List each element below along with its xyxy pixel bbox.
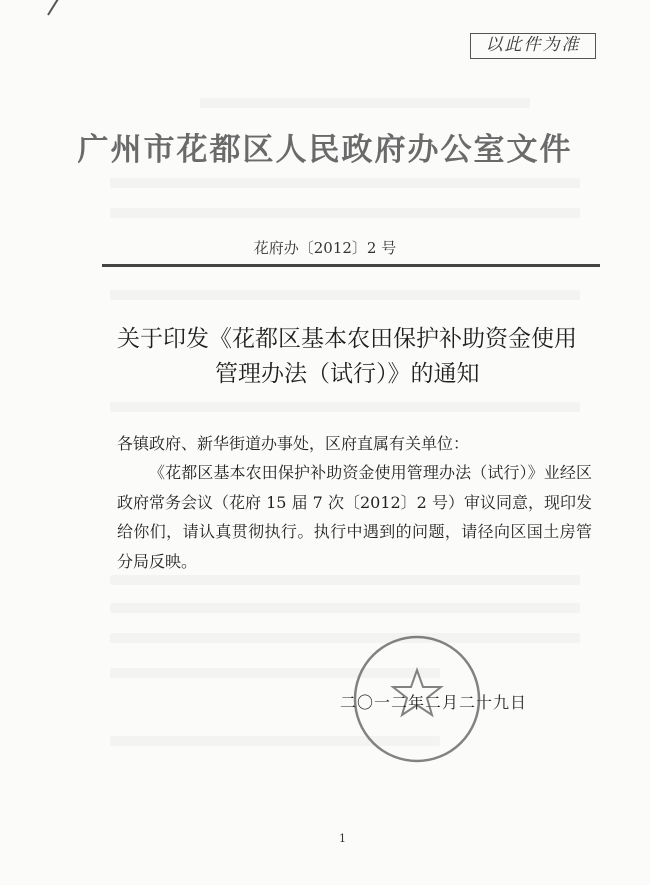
- subject-line-2: 管理办法（试行）》的通知: [215, 361, 480, 387]
- bleed-through: [110, 603, 580, 613]
- document-title: 广州市花都区人民政府办公室文件: [77, 132, 573, 168]
- bleed-through: [200, 98, 530, 108]
- subject-line-1: 关于印发《花都区基本农田保护补助资金使用: [117, 326, 577, 352]
- document-number: 花府办〔2012〕2 号: [253, 239, 397, 257]
- salutation: 各镇政府、新华街道办事处，区府直属有关单位：: [117, 434, 470, 453]
- bleed-through: [110, 208, 580, 218]
- body-paragraph: 《花都区基本农田保护补助资金使用管理办法（试行）》业经区政府常务会议（花府 15 届 7 次〔2012〕2 号）审议同意，现印发给你们，请认真贯彻执行。执行中遇到的问题，请径向区国土房管分局反映。: [117, 463, 592, 571]
- bleed-through: [110, 402, 580, 412]
- issue-date: 二〇一二年二月二十九日: [340, 693, 528, 712]
- bleed-through: [110, 178, 580, 188]
- notice-subject: [117, 322, 597, 392]
- bleed-through: [110, 575, 580, 585]
- bleed-through: [110, 290, 580, 300]
- page-number: 1: [339, 832, 346, 845]
- authority-stamp-box: 以此件为准: [470, 33, 596, 59]
- bleed-through: [110, 633, 580, 643]
- pen-mark: [47, 0, 62, 16]
- header-divider: [102, 264, 600, 267]
